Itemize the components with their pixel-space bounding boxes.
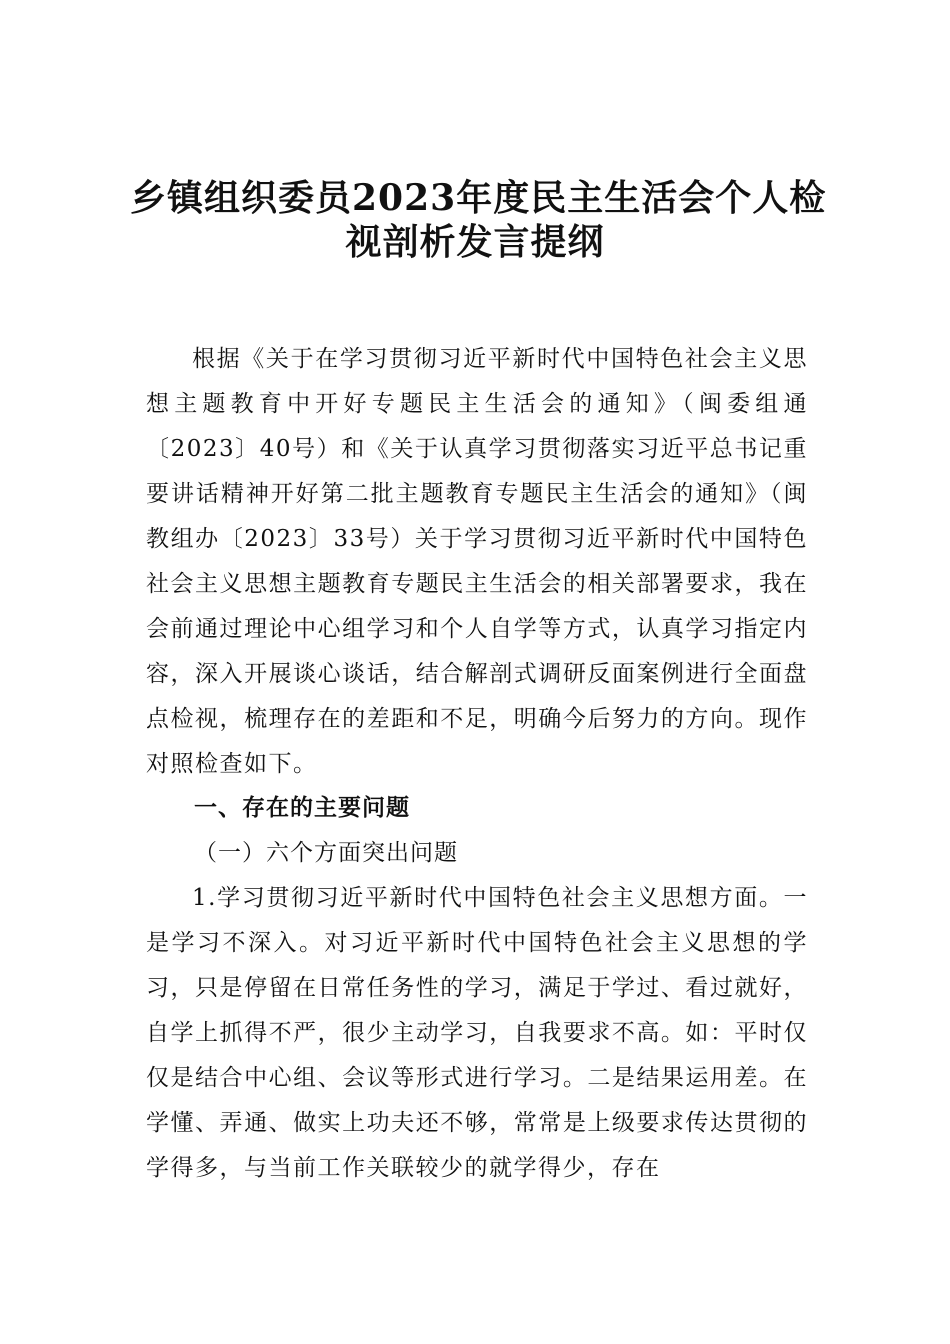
document-title-line-1: 乡镇组织委员2023年度民主生活会个人检 bbox=[130, 177, 827, 219]
section-heading: 一、存在的主要问题 bbox=[194, 795, 410, 821]
point-paragraph: 1.学习贯彻习近平新时代中国特色社会主义思想方面。一是学习不深入。对习近平新时代中国特色社会主义思想的学习，只是停留在日常任务性的学习，满足于学过、看过就好，自学上抓得不严，很少主动学习，自我要求不高。如：平时仅仅是结合中心组、会议等形式进行学习。二是结果运用差。在学懂、弄通、做实上功夫还不够，常常是上级要求传达贯彻的学得多，与当前工作关联较少的就学得少，存在 bbox=[146, 885, 808, 1181]
document-title-line-2: 视剖析发言提纲 bbox=[345, 221, 605, 263]
intro-paragraph: 根据《关于在学习贯彻习近平新时代中国特色社会主义思想主题教育中开好专题民主生活会的通知》（闽委组通〔2023〕40号）和《关于认真学习贯彻落实习近平总书记重要讲话精神开好第二批主题教育专题民主生活会的通知》（闽教组办〔2023〕33号）关于学习贯彻习近平新时代中国特色社会主义思想主题教育专题民主生活会的相关部署要求，我在会前通过理论中心组学习和个人自学等方式，认真学习指定内容，深入开展谈心谈话，结合解剖式调研反面案例进行全面盘点检视，梳理存在的差距和不足，明确今后努力的方向。现作对照检查如下。 bbox=[146, 346, 808, 777]
subsection-heading: （一）六个方面突出问题 bbox=[194, 840, 458, 866]
